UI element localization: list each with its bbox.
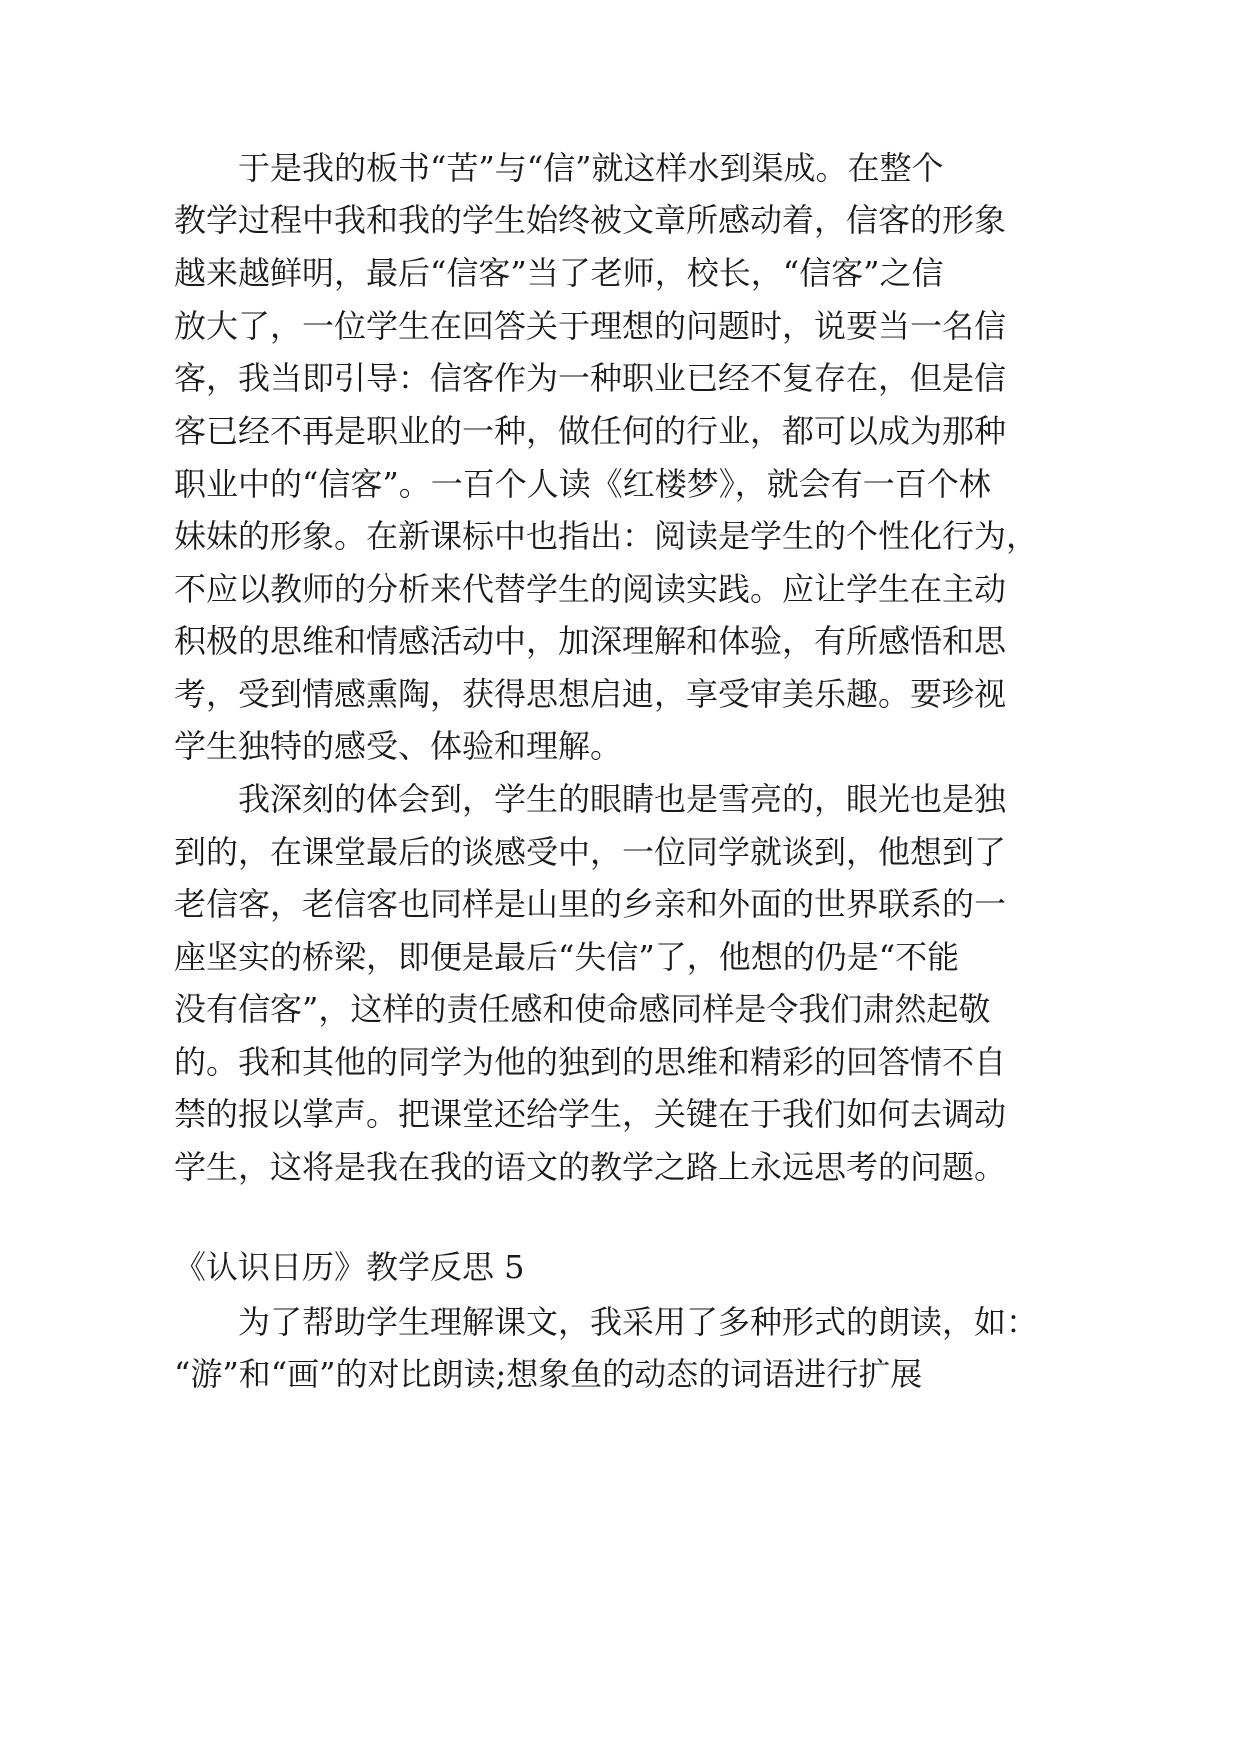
section-heading: 《认识日历》教学反思 5 (174, 1248, 525, 1286)
paragraph-1-line-6: 客已经不再是职业的一种，做任何的行业，都可以成为那种 (174, 412, 1007, 450)
paragraph-1-line-8: 妹妹的形象。在新课标中也指出：阅读是学生的个性化行为， (174, 517, 1039, 555)
paragraph-2-line-4: 座坚实的桥梁，即便是最后“失信”了，他想的仍是“不能 (174, 938, 960, 976)
paragraph-1-line-10: 积极的思维和情感活动中，加深理解和体验，有所感悟和思 (174, 622, 1007, 660)
paragraph-1-line-5: 客，我当即引导：信客作为一种职业已经不复存在，但是信 (174, 359, 1007, 397)
paragraph-2-line-8: 学生，这将是我在我的语文的教学之路上永远思考的问题。 (174, 1148, 1007, 1186)
paragraph-2-line-5: 没有信客”，这样的责任感和使命感同样是令我们肃然起敬 (174, 990, 991, 1028)
paragraph-3-line-1: 为了帮助学生理解课文，我采用了多种形式的朗读，如： (238, 1303, 1039, 1341)
paragraph-1-line-1: 于是我的板书“苦”与“信”就这样水到渠成。在整个 (238, 149, 944, 187)
paragraph-1-line-9: 不应以教师的分析来代替学生的阅读实践。应让学生在主动 (174, 570, 1007, 608)
paragraph-3-line-2: “游”和“画”的对比朗读;想象鱼的动态的词语进行扩展 (174, 1355, 923, 1393)
paragraph-2-line-6: 的。我和其他的同学为他的独到的思维和精彩的回答情不自 (174, 1043, 1007, 1081)
paragraph-2-line-3: 老信客，老信客也同样是山里的乡亲和外面的世界联系的一 (174, 885, 1007, 923)
paragraph-1-line-3: 越来越鲜明，最后“信客”当了老师，校长，“信客”之信 (174, 254, 944, 292)
paragraph-1-line-4: 放大了，一位学生在回答关于理想的问题时，说要当一名信 (174, 307, 1007, 345)
paragraph-2-line-7: 禁的报以掌声。把课堂还给学生，关键在于我们如何去调动 (174, 1095, 1007, 1133)
paragraph-2-line-1: 我深刻的体会到，学生的眼睛也是雪亮的，眼光也是独 (238, 780, 1007, 818)
paragraph-1-line-11: 考，受到情感熏陶，获得思想启迪，享受审美乐趣。要珍视 (174, 675, 1007, 713)
paragraph-1-line-2: 教学过程中我和我的学生始终被文章所感动着，信客的形象 (174, 201, 1007, 239)
paragraph-2-line-2: 到的，在课堂最后的谈感受中，一位同学就谈到，他想到了 (174, 833, 1007, 871)
paragraph-1-line-7: 职业中的“信客”。一百个人读《红楼梦》，就会有一百个林 (174, 465, 991, 503)
paragraph-1-line-12: 学生独特的感受、体验和理解。 (174, 727, 623, 765)
